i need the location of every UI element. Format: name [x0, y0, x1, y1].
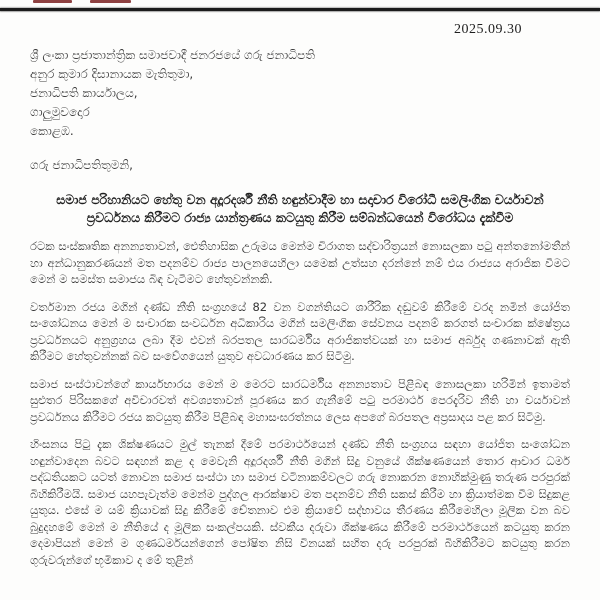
letterhead-remnant-marks	[0, 0, 600, 4]
recipient-line-street: ගාලුමුවදොර	[30, 105, 90, 119]
body-paragraph-2: වර්තමාන රජය මගින් දණ්ඩ නීති සංග්‍රහයේ 82 වන වගන්තියට ශාරීරික දඬුවම් කිරීමේ වරද නමින් යෝජිත සංශෝධනය මෙන් ම සංචාරක සංවර්ධන අධිකාරිය මගින් සමලිංගික සේවනය පදනම් කරගත් සංචාරක ක්ෂේත්‍රය ප්‍රවර්ධනයට අනුග්‍රහය ලබා දීම එවන් බරපතල සාරධර්මීය අරාජිකත්වයක් හා සමාජ අර්බුද ගණනාවක් ඇති කිරීමට හේතුවන්නක් බව සංවේගයෙන් යුතුව අවධාරණය කර සිටිමු.	[30, 299, 570, 363]
recipient-line-city: කොළඹ.	[30, 124, 74, 138]
letter-date: 2025.09.30	[454, 22, 522, 37]
recipient-line-office: ජනාධිපති කාර්යාලය,	[30, 86, 138, 100]
letter-body	[30, 46, 570, 568]
body-paragraph-4: හිංසනය පිටු දැක ශික්ෂණයට මුල් තැනක් දීමේ පරමාර්ථයෙන් දණ්ඩ නීති සංග්‍රහය සඳහා යෝජිත සංශෝධන හඳුන්වාදෙන බවට සඳහන් කළ ද මෙවැනි අදූරදර්ශී නීති මගින් සිදු වනුයේ ශික්ෂණයෙන් තොර ආචාර ධර්ම පද්ධතියකට යටත් නොවන සමාජ සංස්ථා හා සමාජ වටිනාකම්වලට ගරු නොකරන නොහික්මුණු තරුණ පරපුරක් බිහිකිරීමයි. සමාජ යහපැවැත්ම මෙන්ම පුද්ගල ආරක්ෂාව මත පදනම්ව නීති සකස් කිරීම හා ක්‍රියාත්මක වීම සිදුකළ යුතුය. එසේ ම යම් ක්‍රියාවක් සිදු කිරීමේ චේතනාව එම ක්‍රියාවේ සද්භාවය තීරණය කිරීමෙහිලා මූලික වන බව බුදුදහමේ මෙන් ම නීතියේ ද මූලික සංකල්පයකි. ස්වකීය දරුවා ශික්ෂණය කිරීමේ පරමාර්ථයෙන් කටයුතු කරන දෙමාපියන් මෙන් ම ගුණධර්මයන්ගෙන් පෝෂිත නිසි විනයක් සහිත දරු පරපුරක් බිහිකිරීමට කටයුතු කරන ගුරුවරුන්ගේ භූමිකාව ද මේ තුළින්	[30, 437, 570, 567]
subject-heading: සමාජ පරිහානියට හේතු වන අදූරදර්ශී නීති හඳුන්වාදීම හා සදාචාර විරෝධී සමලිංගික චර්යාවන් ප්‍රවර්ධනය කිරීමට රාජ්‍ය යාන්ත්‍රණය කටයුතු කිරීම සම්බන්ධයෙන් විරෝධය දැක්වීම	[56, 192, 544, 225]
salutation: ගරු ජනාධිපතිතුමනි,	[30, 158, 133, 172]
letterhead-red-mark-left	[33, 0, 72, 3]
body-paragraph-1: රටක සංස්කෘතික අනන්‍යතාවන්, ඓතිහාසික උරුමය මෙන්ම චිරාගත සද්චාරිත්‍රයන් නොසලකා පටු අන්තනෝමතීන් හා අන්ධානුකරණයන් මත පදනම්ව රාජ්‍ය පාලනයෙහිලා යමෙක් උත්සහ දරන්නේ නම් එය රාජ්‍යය අරාජික වීමට මෙන් ම සමස්ත සමාජය බිඳ වැටීමට හේතුවන්නකි.	[30, 239, 570, 286]
recipient-line-name: අනුර කුමාර දිසානායක මැතිතුමා,	[30, 67, 194, 81]
letterhead-divider-line	[0, 8, 600, 11]
recipient-address-block	[30, 46, 570, 141]
recipient-line-title: ශ්‍රී ලංකා ප්‍රජාතාන්ත්‍රික සමාජවාදී ජනරජයේ ගරු ජනාධිපති	[30, 48, 315, 62]
letterhead-red-mark-right	[90, 0, 131, 3]
body-paragraph-3: සමාජ සංස්ථාවන්ගේ කාර්යභාරය මෙන් ම මෙරට සාරධර්මීය අනන්‍යතාව පිළිබඳ නොසලකා හරිමින් ඉතාමත් සුළුතර පිරිසකගේ අවිචාරවත් අවශ්‍යතාවන් පූරණය කර ගැනීමේ පටු පරමාර්ථ පෙරදැරිව නීති හා චර්යාවන් ප්‍රවර්ධනය කිරීමට රජය කටයුතු කිරීම පිළිබඳ මහාසංඝරත්නය ලෙස අපගේ බරපතල අප්‍රසාදය පළ කර සිටිමු.	[30, 376, 570, 424]
